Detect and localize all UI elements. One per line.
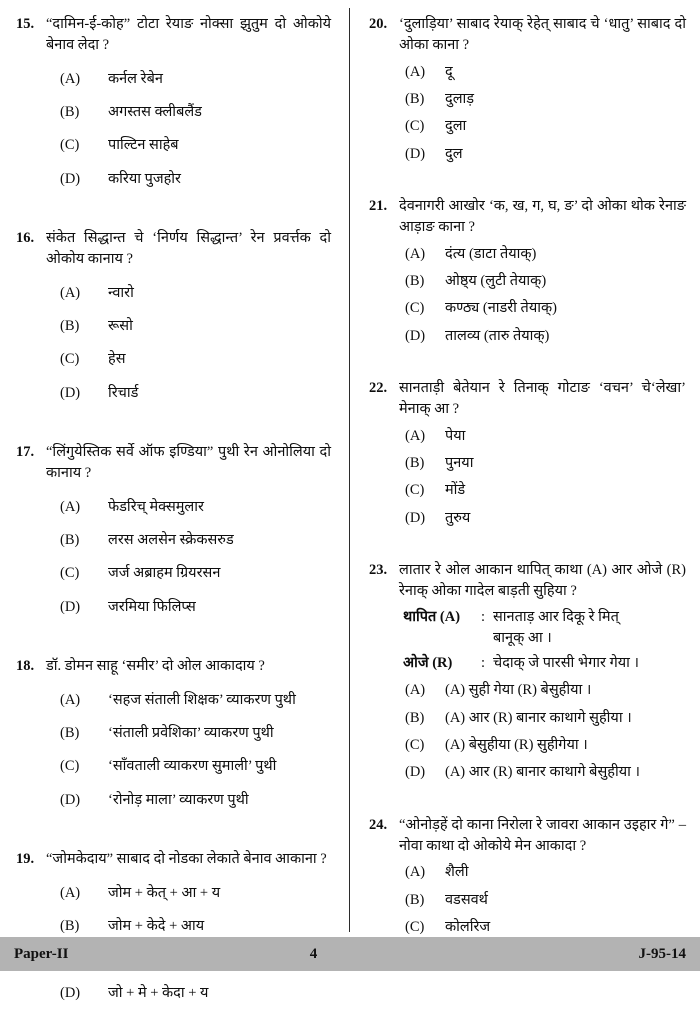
option-text: दुल (445, 145, 463, 162)
option-b[interactable] (46, 102, 331, 122)
question-17 (16, 442, 331, 630)
question-text: “लिंगुयेस्तिक सर्वे ऑफ इण्डिया” पुथी रेन ओनोलिया दो कानाय ? (46, 443, 331, 481)
question-19 (16, 849, 331, 1016)
reason-row (399, 653, 686, 673)
paper-label: Paper-II (14, 945, 69, 962)
option-a[interactable] (46, 497, 331, 517)
options-list (46, 497, 331, 617)
assertion-row (399, 607, 686, 627)
options-list (399, 244, 686, 346)
option-letter: (A) (405, 245, 426, 262)
option-b[interactable] (399, 453, 686, 473)
option-letter: (C) (405, 482, 425, 499)
page-footer (0, 937, 700, 971)
option-text: दंत्य (डाटा तेयाक्) (445, 245, 537, 262)
right-column (349, 0, 700, 935)
question-number: 23. (369, 561, 388, 578)
question-row (369, 378, 686, 535)
question-22 (369, 378, 686, 535)
question-row (369, 560, 686, 790)
option-text: दू (445, 63, 453, 80)
option-d[interactable] (46, 597, 331, 617)
question-body (399, 560, 686, 790)
option-letter: (B) (405, 91, 425, 108)
option-a[interactable] (46, 69, 331, 89)
option-letter: (B) (60, 918, 80, 935)
question-number: 15. (16, 16, 35, 32)
option-letter: (A) (60, 70, 81, 87)
option-letter: (B) (405, 454, 425, 471)
option-letter: (D) (60, 598, 81, 615)
option-letter: (A) (405, 682, 426, 699)
option-a[interactable] (399, 62, 686, 82)
question-body (46, 228, 331, 416)
question-number: 22. (369, 379, 388, 396)
option-text: मोंडे (445, 482, 466, 499)
option-c[interactable] (46, 135, 331, 155)
option-text: (A) सुही गेया (R) बेसुहीया । (445, 682, 592, 699)
option-c[interactable] (399, 298, 686, 318)
option-a[interactable] (399, 244, 686, 264)
option-d[interactable] (399, 144, 686, 164)
option-c[interactable] (46, 563, 331, 583)
option-b[interactable] (46, 916, 331, 936)
option-text: रूसो (108, 317, 133, 334)
option-d[interactable] (399, 762, 686, 782)
option-letter: (A) (60, 284, 81, 301)
option-letter: (D) (405, 764, 426, 781)
question-text: ‘दुलाड़िया’ साबाद रेयाक् रेहेत् साबाद चे ‘धातु’ साबाद दो ओका काना ? (399, 16, 686, 53)
question-18 (16, 656, 331, 823)
option-text: ‘साँवताली व्याकरण सुमाली’ पुथी (108, 758, 277, 775)
options-list (46, 690, 331, 810)
option-letter: (D) (60, 791, 81, 808)
assertion-colon: : (481, 608, 486, 625)
question-text: लातार रे ओल आकान थापित् काथा (A) आर ओजे (R) रेनाक् ओका गादेल बाड़ती सुहिया ? (399, 561, 686, 599)
option-b[interactable] (399, 271, 686, 291)
option-text: (A) बेसुहीया (R) सुहीगेया । (445, 737, 588, 754)
question-15 (16, 14, 331, 202)
option-c[interactable] (46, 756, 331, 776)
options-list (46, 283, 331, 403)
option-a[interactable] (399, 862, 686, 882)
question-row (369, 196, 686, 353)
option-letter: (B) (60, 531, 80, 548)
option-text: दुला (445, 118, 467, 135)
option-text: कोलरिज (445, 918, 491, 935)
option-letter: (C) (405, 118, 425, 135)
option-d[interactable] (46, 983, 331, 1003)
option-text: न्वारो (108, 284, 134, 301)
assertion-text: सानताड़ आर दिकू रे मित् (493, 608, 619, 625)
option-b[interactable] (46, 723, 331, 743)
option-text: जोम + केदे + आय (108, 918, 205, 935)
option-c[interactable] (399, 480, 686, 500)
option-d[interactable] (46, 790, 331, 810)
question-number: 17. (16, 443, 35, 460)
reason-label: ओजे (R) (403, 655, 453, 672)
question-text: देवनागरी आखोर ‘क, ख, ग, घ, ङ’ दो ओका थोक रेनाङ आड़ाङ काना ? (399, 197, 686, 235)
option-letter: (A) (405, 864, 426, 881)
question-row (369, 14, 686, 171)
question-text: “ओनोड़हें दो काना निरोला रे जावरा आकान उइहार गे” – नोवा काथा दो ओकोये मेन आकादा ? (399, 816, 686, 854)
question-body (399, 378, 686, 535)
reason-text: चेदाक् जे पारसी भेगार गेया । (493, 655, 640, 672)
option-d[interactable] (399, 326, 686, 346)
option-letter: (D) (405, 145, 426, 162)
option-text: लरस अलसेन स्क्रेकसरुड (108, 531, 234, 548)
option-a[interactable] (399, 426, 686, 446)
option-text: जर्ज अब्राहम ग्रियरसन (108, 565, 221, 582)
question-text: “जोमकेदाय” साबाद दो नोडका लेकाते बेनाव आकाना ? (46, 850, 327, 867)
option-letter: (B) (60, 317, 80, 334)
option-letter: (B) (405, 709, 425, 726)
question-20 (369, 14, 686, 171)
option-letter: (B) (405, 891, 425, 908)
page-number: 4 (309, 945, 318, 962)
question-body (399, 196, 686, 353)
option-letter: (A) (60, 498, 81, 515)
question-row (16, 228, 331, 416)
question-number: 18. (16, 657, 35, 674)
question-21 (369, 196, 686, 353)
question-text: सानताड़ी बेतेयान रे तिनाक् गोटाङ ‘वचन’ चे‘लेखा’ मेनाक् आ ? (399, 379, 686, 417)
question-row (16, 656, 331, 823)
option-c[interactable] (399, 917, 686, 937)
option-letter: (A) (405, 63, 426, 80)
option-letter: (D) (60, 384, 81, 401)
option-letter: (C) (60, 137, 80, 154)
option-b[interactable] (399, 890, 686, 910)
option-b[interactable] (399, 89, 686, 109)
question-number: 19. (16, 850, 35, 867)
question-body (399, 14, 686, 171)
assertion-text-continued: बानूक् आ । (493, 629, 552, 646)
option-text: करिया पुजहोर (108, 170, 181, 187)
option-d[interactable] (46, 383, 331, 403)
option-letter: (C) (60, 351, 80, 368)
option-text: पाल्टिन साहेब (108, 137, 179, 154)
option-text: वडसवर्थ (445, 891, 488, 908)
option-b[interactable] (46, 530, 331, 550)
option-letter: (B) (60, 724, 80, 741)
option-letter: (C) (60, 758, 80, 775)
option-text: ‘संताली प्रवेशिका’ व्याकरण पुथी (108, 724, 274, 741)
option-text: पुनया (445, 454, 474, 471)
option-a[interactable] (46, 283, 331, 303)
option-letter: (D) (405, 327, 426, 344)
question-body (46, 442, 331, 630)
option-letter: (A) (405, 427, 426, 444)
question-16 (16, 228, 331, 416)
option-c[interactable] (399, 116, 686, 136)
options-list (399, 426, 686, 528)
option-c[interactable] (46, 349, 331, 369)
option-b[interactable] (399, 708, 686, 728)
option-letter: (C) (60, 565, 80, 582)
option-text: ‘रोनोड़ माला’ व्याकरण पुथी (108, 791, 249, 808)
question-row (16, 14, 331, 202)
question-text: “दामिन-ई-कोह” टोटा रेयाङ नोक्सा झुतुम दो ओकोये बेनाव लेदा ? (46, 16, 331, 53)
option-text: (A) आर (R) बानार काथागे सुहीया । (445, 709, 632, 726)
reason-colon: : (481, 655, 486, 672)
option-text: पेया (445, 427, 466, 444)
option-b[interactable] (46, 316, 331, 336)
paper-code: J-95-14 (638, 945, 686, 962)
option-text: शैली (445, 864, 469, 881)
option-letter: (A) (60, 884, 81, 901)
question-body (46, 14, 331, 202)
question-text: संकेत सिद्धान्त चे ‘निर्णय सिद्धान्त’ रेन प्रवर्त्तक दो ओकोय कानाय ? (46, 229, 331, 267)
option-text: (A) आर (R) बानार काथागे बेसुहीया । (445, 764, 640, 781)
option-text: ओष्ठ्य (लुटी तेयाक्) (445, 272, 547, 289)
option-a[interactable] (399, 680, 686, 700)
option-text: तुरुय (445, 509, 471, 526)
option-text: कण्ठ्य (नाडरी तेयाक्) (445, 300, 557, 317)
question-body (46, 656, 331, 823)
option-text: अगस्तस क्लीबलैंड (108, 104, 202, 121)
option-letter: (C) (405, 300, 425, 317)
option-text: तालव्य (तारु तेयाक्) (445, 327, 550, 344)
option-a[interactable] (46, 883, 331, 903)
option-a[interactable] (46, 690, 331, 710)
option-text: फेडरिच् मेक्समुलार (108, 498, 204, 515)
question-number: 16. (16, 229, 35, 246)
question-number: 21. (369, 197, 388, 214)
option-text: कर्नल रेबेन (108, 70, 163, 87)
option-c[interactable] (399, 735, 686, 755)
option-d[interactable] (46, 169, 331, 189)
option-d[interactable] (399, 508, 686, 528)
option-letter: (A) (60, 691, 81, 708)
option-text: रिचार्ड (108, 384, 139, 401)
option-text: दुलाड़ (445, 91, 475, 108)
option-letter: (C) (405, 918, 425, 935)
option-letter: (C) (405, 737, 425, 754)
option-letter: (B) (60, 104, 80, 121)
question-body (46, 849, 331, 1016)
question-row (16, 442, 331, 630)
option-text: जोम + केत् + आ + य (108, 884, 221, 901)
option-text: जो + मे + केदा + य (108, 984, 209, 1001)
option-letter: (D) (405, 509, 426, 526)
options-list (399, 680, 686, 782)
assertion-label: थापित (A) (403, 608, 461, 625)
option-text: जरमिया फिलिप्स (108, 598, 196, 615)
question-row (16, 849, 331, 1016)
question-number: 20. (369, 16, 388, 32)
option-letter: (D) (60, 984, 81, 1001)
question-23 (369, 560, 686, 790)
question-number: 24. (369, 816, 388, 833)
option-text: हेस (108, 351, 126, 368)
option-letter: (B) (405, 272, 425, 289)
question-text: डॉ. डोमन साहू ‘समीर’ दो ओल आकादाय ? (46, 657, 265, 674)
options-list (399, 62, 686, 164)
option-text: ‘सहज संताली शिक्षक’ व्याकरण पुथी (108, 691, 296, 708)
options-list (46, 69, 331, 189)
option-letter: (D) (60, 170, 81, 187)
